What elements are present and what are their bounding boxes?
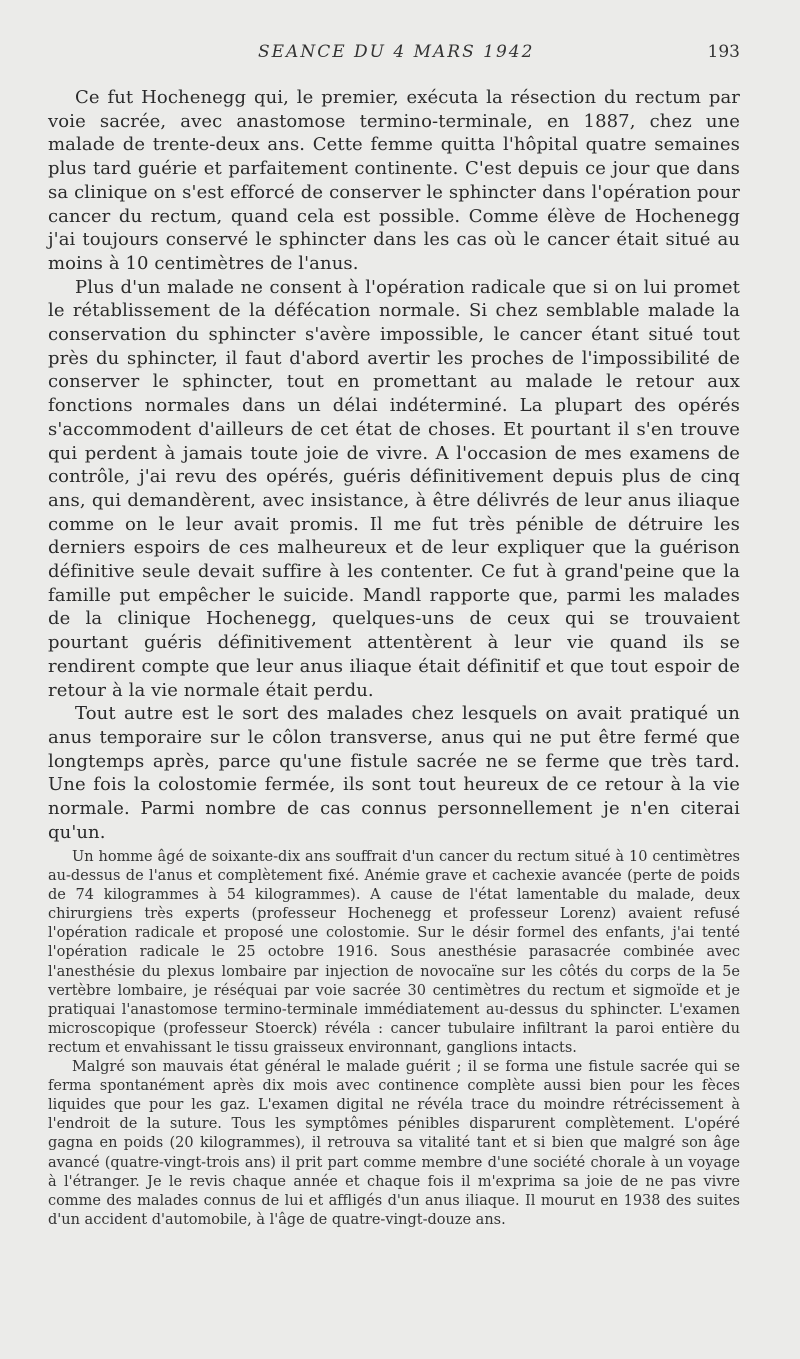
case-paragraph: Un homme âgé de soixante-dix ans souffrait d'un cancer du rectum situé à 10 centimètres au-dessus de l'anus et complètement fixé. Anémie grave et cachexie avancée (perte de poids de 74 kilogrammes à 54 kilogrammes). A cause de l'état lamentable du malade, deux chirurgiens très experts (professeur Hochenegg et professeur Lorenz) avaient refusé l'opération radicale et proposé une colostomie. Sur le désir formel des enfants, j'ai tenté l'opération radicale le 25 octobre 1916. Sous anesthésie parasacrée combinée avec l'anesthésie du plexus lombaire par injection de novocaïne sur les côtés du corps de la 5e vertèbre lombaire, je réséquai par voie sacrée 30 centimètres du rectum et sigmoïde et je pratiquai l'anastomose termino-terminale immédiatement au-dessus du sphincter. L'examen microscopique (professeur Stoerck) révéla : cancer tubulaire infiltrant la paroi entière du rectum et envahissant le tissu graisseux environnant, ganglions intacts. [48, 849, 740, 1056]
main-text [48, 86, 740, 845]
paragraph: Tout autre est le sort des malades chez lesquels on avait pratiqué un anus temporaire sur le côlon transverse, anus qui ne put être fermé que longtemps après, parce qu'une fistule sacrée ne se ferme que très tard. Une fois la colostomie fermée, ils sont tout heureux de ce retour à la vie normale. Parmi nombre de cas connus personnellement je n'en citerai qu'un. [48, 703, 740, 843]
case-report [48, 848, 740, 1230]
paragraph: Ce fut Hochenegg qui, le premier, exécuta la résection du rectum par voie sacrée, avec anastomose termino-terminale, en 1887, chez une malade de trente-deux ans. Cette femme quitta l'hôpital quatre semaines plus tard guérie et parfaitement continente. C'est depuis ce jour que dans sa clinique on s'est efforcé de conserver le sphincter dans l'opération pour cancer du rectum, quand cela est possible. Comme élève de Hochenegg j'ai toujours conservé le sphincter dans les cas où le cancer était situé au moins à 10 centimètres de l'anus. [48, 87, 740, 274]
case-paragraph: Malgré son mauvais état général le malade guérit ; il se forma une fistule sacrée qui se ferma spontanément après dix mois avec continence complète aussi bien pour les fèces liquides que pour les gaz. L'examen digital ne révéla trace du moindre rétrécissement à l'endroit de la suture. Tous les symptômes pénibles disparurent complètement. L'opéré gagna en poids (20 kilogrammes), il retrouva sa vitalité tant et si bien que malgré son âge avancé (quatre-vingt-trois ans) il prit part comme membre d'une société chorale à un voyage à l'étranger. Je le revis chaque année et chaque fois il m'exprima sa joie de ne pas vivre comme des malades connus de lui et affligés d'un anus iliaque. Il mourut en 1938 des suites d'un accident d'automobile, à l'âge de quatre-vingt-douze ans. [48, 1059, 740, 1228]
page-header [48, 42, 740, 68]
paragraph: Plus d'un malade ne consent à l'opération radicale que si on lui promet le rétablissement de la défécation normale. Si chez semblable malade la conservation du sphincter s'avère impossible, le cancer étant situé tout près du sphincter, il faut d'abord avertir les proches de l'impossibilité de conserver le sphincter, tout en promettant au malade le retour aux fonctions normales dans un délai indéterminé. La plupart des opérés s'accommodent d'ailleurs de cet état de choses. Et pourtant il s'en trouve qui perdent à jamais toute joie de vivre. A l'occasion de mes examens de contrôle, j'ai revu des opérés, guéris définitivement depuis plus de cinq ans, qui demandèrent, avec insistance, à être délivrés de leur anus iliaque comme on le leur avait promis. Il me fut très pénible de détruire les derniers espoirs de ces malheureux et de leur expliquer que la guérison définitive seule devait suffire à les contenter. Ce fut à grand'peine que la famille put empêcher le suicide. Mandl rapporte que, parmi les malades de la clinique Hochenegg, quelques-uns de ceux qui se trouvaient pourtant guéris définitivement attentèrent à leur vie quand ils se rendirent compte que leur anus iliaque était définitif et que tout espoir de retour à la vie normale était perdu. [48, 276, 740, 701]
page-number: 193 [707, 42, 740, 62]
running-title: SEANCE DU 4 MARS 1942 [258, 42, 535, 62]
